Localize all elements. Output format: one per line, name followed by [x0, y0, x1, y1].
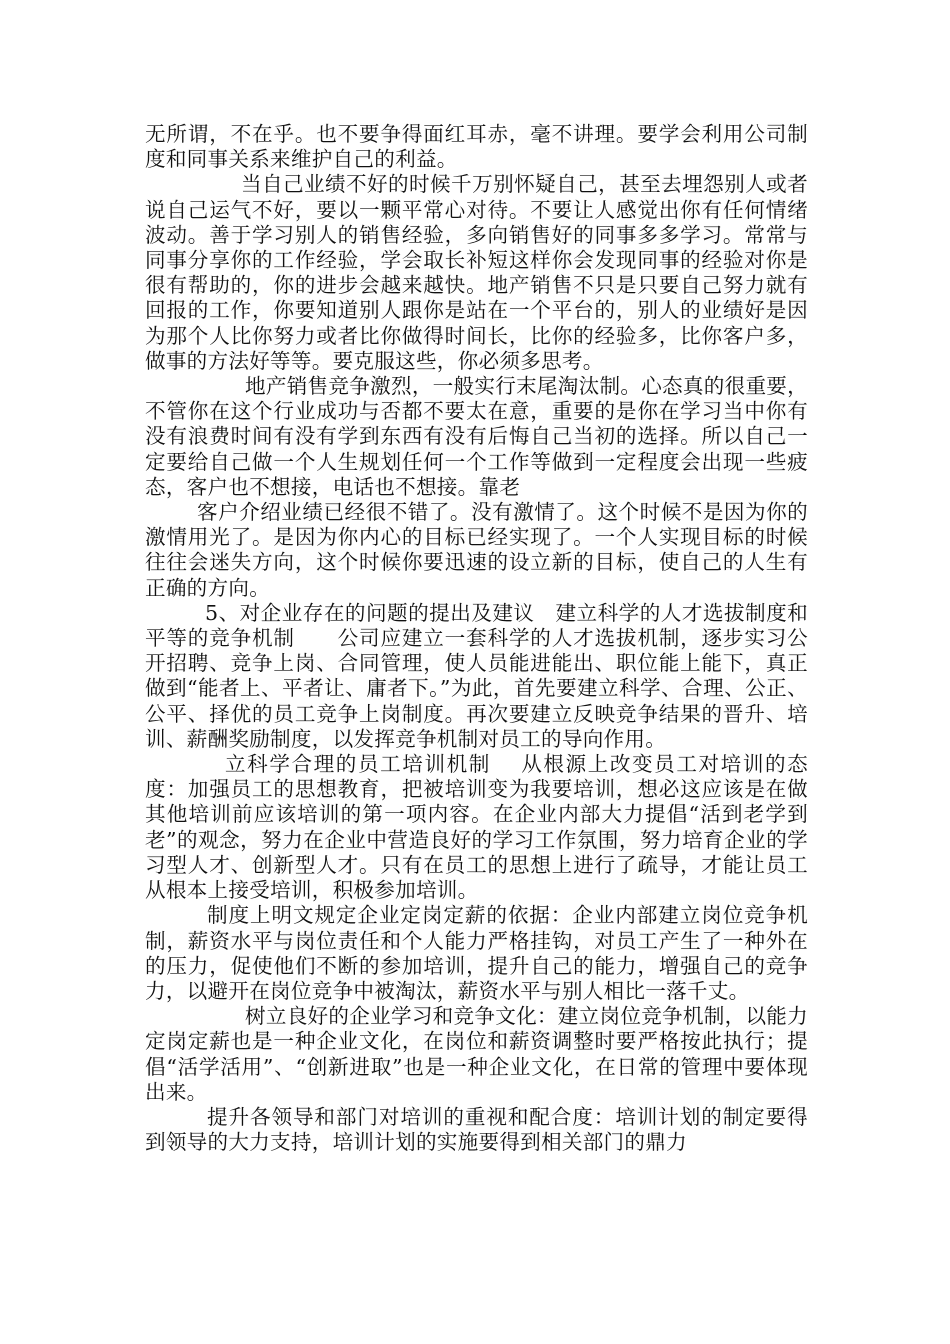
document-body [145, 122, 808, 1155]
paragraph-8: 树立良好的企业学习和竞争文化：建立岗位竞争机制，以能力定岗定薪也是一种企业文化，在岗位和薪资调整时要严格按此执行；提倡“活学活用”、“创新进取”也是一种企业文化，在日常的管理中要体现出来。 [145, 1004, 808, 1104]
paragraph-9: 提升各领导和部门对培训的重视和配合度：培训计划的制定要得到领导的大力支持，培训计划的实施要得到相关部门的鼎力 [145, 1104, 808, 1155]
paragraph-6: 立科学合理的员工培训机制 从根源上改变员工对培训的态度：加强员工的思想教育，把被培训变为我要培训，想必这应该是在做其他培训前应该培训的第一项内容。在企业内部大力提倡“活到老学到老”的观念，努力在企业中营造良好的学习工作氛围，努力培育企业的学习型人才、创新型人才。只有在员工的思想上进行了疏导，才能让员工从根本上接受培训，积极参加培训。 [145, 752, 808, 903]
paragraph-4: 客户介绍业绩已经很不错了。没有激情了。这个时候不是因为你的激情用光了。是因为你内心的目标已经实现了。一个人实现目标的时候往往会迷失方向，这个时候你要迅速的设立新的目标，使自己的人生有正确的方向。 [145, 500, 808, 600]
paragraph-5: 5、对企业存在的问题的提出及建议 建立科学的人才选拔制度和平等的竞争机制 公司应建立一套科学的人才选拔机制，逐步实习公开招聘、竞争上岗、合同管理，使人员能进能出、职位能上能下，真正做到“能者上、平者让、庸者下。”为此，首先要建立科学、合理、公正、公平、择优的员工竞争上岗制度。再次要建立反映竞争结果的晋升、培训、薪酬奖励制度，以发挥竞争机制对员工的导向作用。 [145, 600, 808, 751]
paragraph-3: 地产销售竞争激烈，一般实行末尾淘汰制。心态真的很重要，不管你在这个行业成功与否都不要太在意，重要的是你在学习当中你有没有浪费时间有没有学到东西有没有后悔自己当初的选择。所以自己一定要给自己做一个人生规划任何一个工作等做到一定程度会出现一些疲态，客户也不想接，电话也不想接。靠老 [145, 374, 808, 499]
paragraph-2: 当自己业绩不好的时候千万别怀疑自己，甚至去埋怨别人或者说自己运气不好，要以一颗平常心对待。不要让人感觉出你有任何情绪波动。善于学习别人的销售经验，多向销售好的同事多多学习。常常与同事分享你的工作经验，学会取长补短这样你会发现同事的经验对你是很有帮助的，你的进步会越来越快。地产销售不只是只要自己努力就有回报的工作，你要知道别人跟你是站在一个平台的，别人的业绩好是因为那个人比你努力或者比你做得时间长，比你的经验多，比你客户多，做事的方法好等等。要克服这些，你必须多思考。 [145, 172, 808, 373]
paragraph-7: 制度上明文规定企业定岗定薪的依据：企业内部建立岗位竞争机制，薪资水平与岗位责任和个人能力严格挂钩，对员工产生了一种外在的压力，促使他们不断的参加培训，提升自己的能力，增强自己的竞争力，以避开在岗位竞争中被淘汰，薪资水平与别人相比一落千丈。 [145, 903, 808, 1003]
paragraph-1: 无所谓，不在乎。也不要争得面红耳赤，毫不讲理。要学会利用公司制度和同事关系来维护自己的利益。 [145, 122, 808, 172]
